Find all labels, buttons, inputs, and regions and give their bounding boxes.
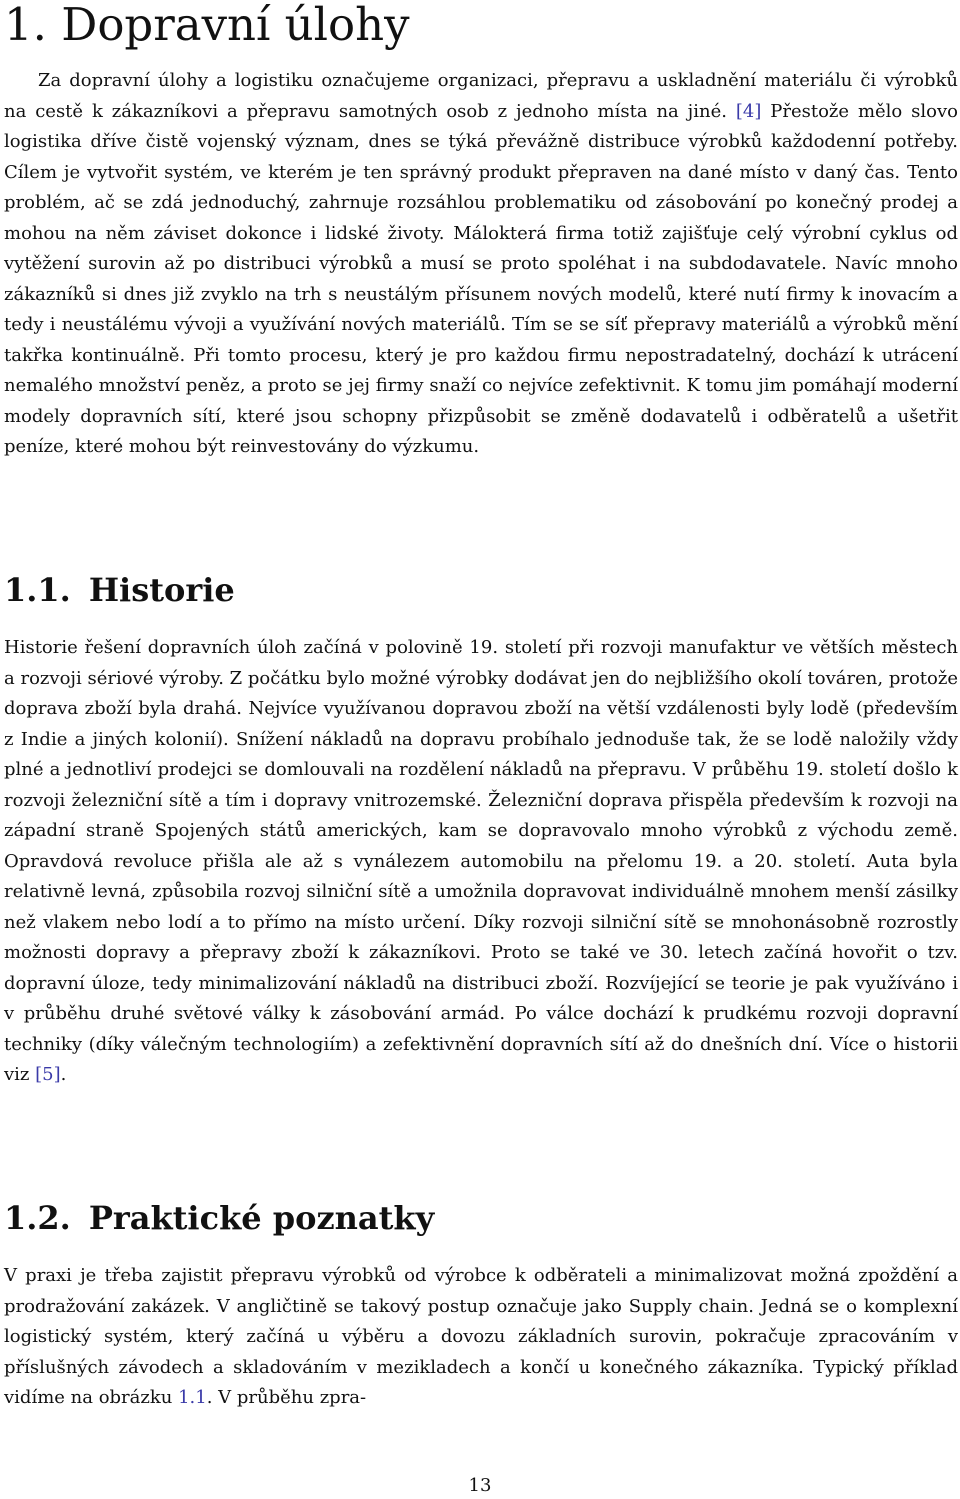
chapter-number: 1. [4,0,47,51]
chapter-heading [4,0,410,50]
section-number: 1.1. [4,571,71,609]
prakticke-text-2: . V průběhu zpra- [206,1387,367,1408]
chapter-intro-paragraph [4,66,958,463]
historie-text-1: Historie řešení dopravních úloh začíná v polovině 19. století při rozvoji manufaktur ve větších městech a rozvoji sériové výroby. Z počátku bylo možné výrobky dodávat jen do nejbližšího okolí továren, protože doprava zboží byla drahá. Nejvíce využívanou dopravou zboží na větší vzdálenosti byly lodě (především z Indie a jiných kolonií). Snížení nákladů na dopravu probíhalo jednoduše tak, že se lodě naložily vždy plné a jednotliví prodejci se domlouvali na rozdělení nákladů na přepravu. V průběhu 19. století došlo k rozvoji železniční sítě a tím i dopravy vnitrozemské. Železniční doprava přispěla především k rozvoji na západní straně Spojených států amerických, kam se dopravovalo mnoho výrobků z východu země. Opravdová revoluce přišla ale až s vynálezem automobilu na přelomu 19. a 20. století. Auta byla relativně levná, způsobila rozvoj silniční sítě a umožnila dopravovat individuálně mnohem menší zásilky než vlakem nebo lodí a to přímo na místo určení. Díky rozvoji silniční sítě se mnohonásobně rozrostly možnosti dopravy a přepravy zboží k zákazníkovi. Proto se také ve 30. letech začíná hovořit o tzv. dopravní úloze, tedy minimalizování nákladů na distribuci zboží. Rozvíjející se teorie je pak využíváno i v průběhu druhé světové války k zásobování armád. Po válce dochází k prudkému rozvoji dopravní techniky (díky válečným technologiím) a zefektivnění dopravních sítí až do dnešních dní. Více o historii viz [4,637,958,1085]
prakticke-poznatky-paragraph [4,1261,958,1414]
historie-text-2: . [60,1064,67,1085]
chapter-intro-text-1: Za dopravní úlohy a logistiku označujeme organizaci, přepravu a uskladnění materiálu či výrobků na cestě k zákazníkovi a přepravu samotných osob z jednoho místa na jiné. [4,70,958,122]
prakticke-text-1: V praxi je třeba zajistit přepravu výrobků od výrobce k odběrateli a minimalizovat možná zpoždění a prodražování zakázek. V angličtině se takový postup označuje jako Supply chain. Jedná se o komplexní logistický systém, který začíná u výběru a dovozu základních surovin, pokračuje zpracováním v příslušných závodech a skladováním v mezikladech a končí u konečného zákazníka. Typický příklad vidíme na obrázku [4,1265,958,1408]
chapter-title: Dopravní úlohy [61,0,410,51]
section-title: Historie [88,571,235,609]
section-number: 1.2. [4,1199,71,1237]
figure-reference-link[interactable]: 1.1 [178,1387,207,1408]
citation-link-5[interactable]: [5] [35,1064,61,1085]
historie-paragraph [4,633,958,1091]
page-number: 13 [468,1475,492,1496]
section-heading-prakticke-poznatky [4,1198,434,1238]
section-heading-historie [4,570,235,610]
citation-link-4[interactable]: [4] [735,100,762,122]
chapter-intro-text-2: Přestože mělo slovo logistika dříve čistě vojenský význam, dnes se týká převážně distribuce výrobků každodenní potřeby. Cílem je vytvořit systém, ve kterém je ten správný produkt přepraven na dané místo v daný čas. Tento problém, ač se zdá jednoduchý, zahrnuje rozsáhlou problematiku od zásobování po konečný prodej a mohou na něm záviset dokonce i lidské životy. Málokterá firma totiž zajišťuje celý výrobní cyklus od vytěžení surovin až po distribuci výrobků a musí se proto spoléhat i na subdodavatele. Navíc mnoho zákazníků si dnes již zvyklo na trh s neustálým přísunem nových modelů, které nutí firmy k inovacím a tedy i neustálému vývoji a využívání nových materiálů. Tím se se síť přepravy materiálů a výrobků mění takřka kontinuálně. Při tomto procesu, který je pro každou firmu nepostradatelný, dochází k utrácení nemalého množství peněz, a proto se jej firmy snaží co nejvíce zefektivnit. K tomu jim pomáhají moderní modely dopravních sítí, které jsou schopny přizpůsobit se změně dodavatelů i odběratelů a ušetřit peníze, které mohou být reinvestovány do výzkumu. [4,100,958,457]
section-title: Praktické poznatky [88,1199,435,1237]
